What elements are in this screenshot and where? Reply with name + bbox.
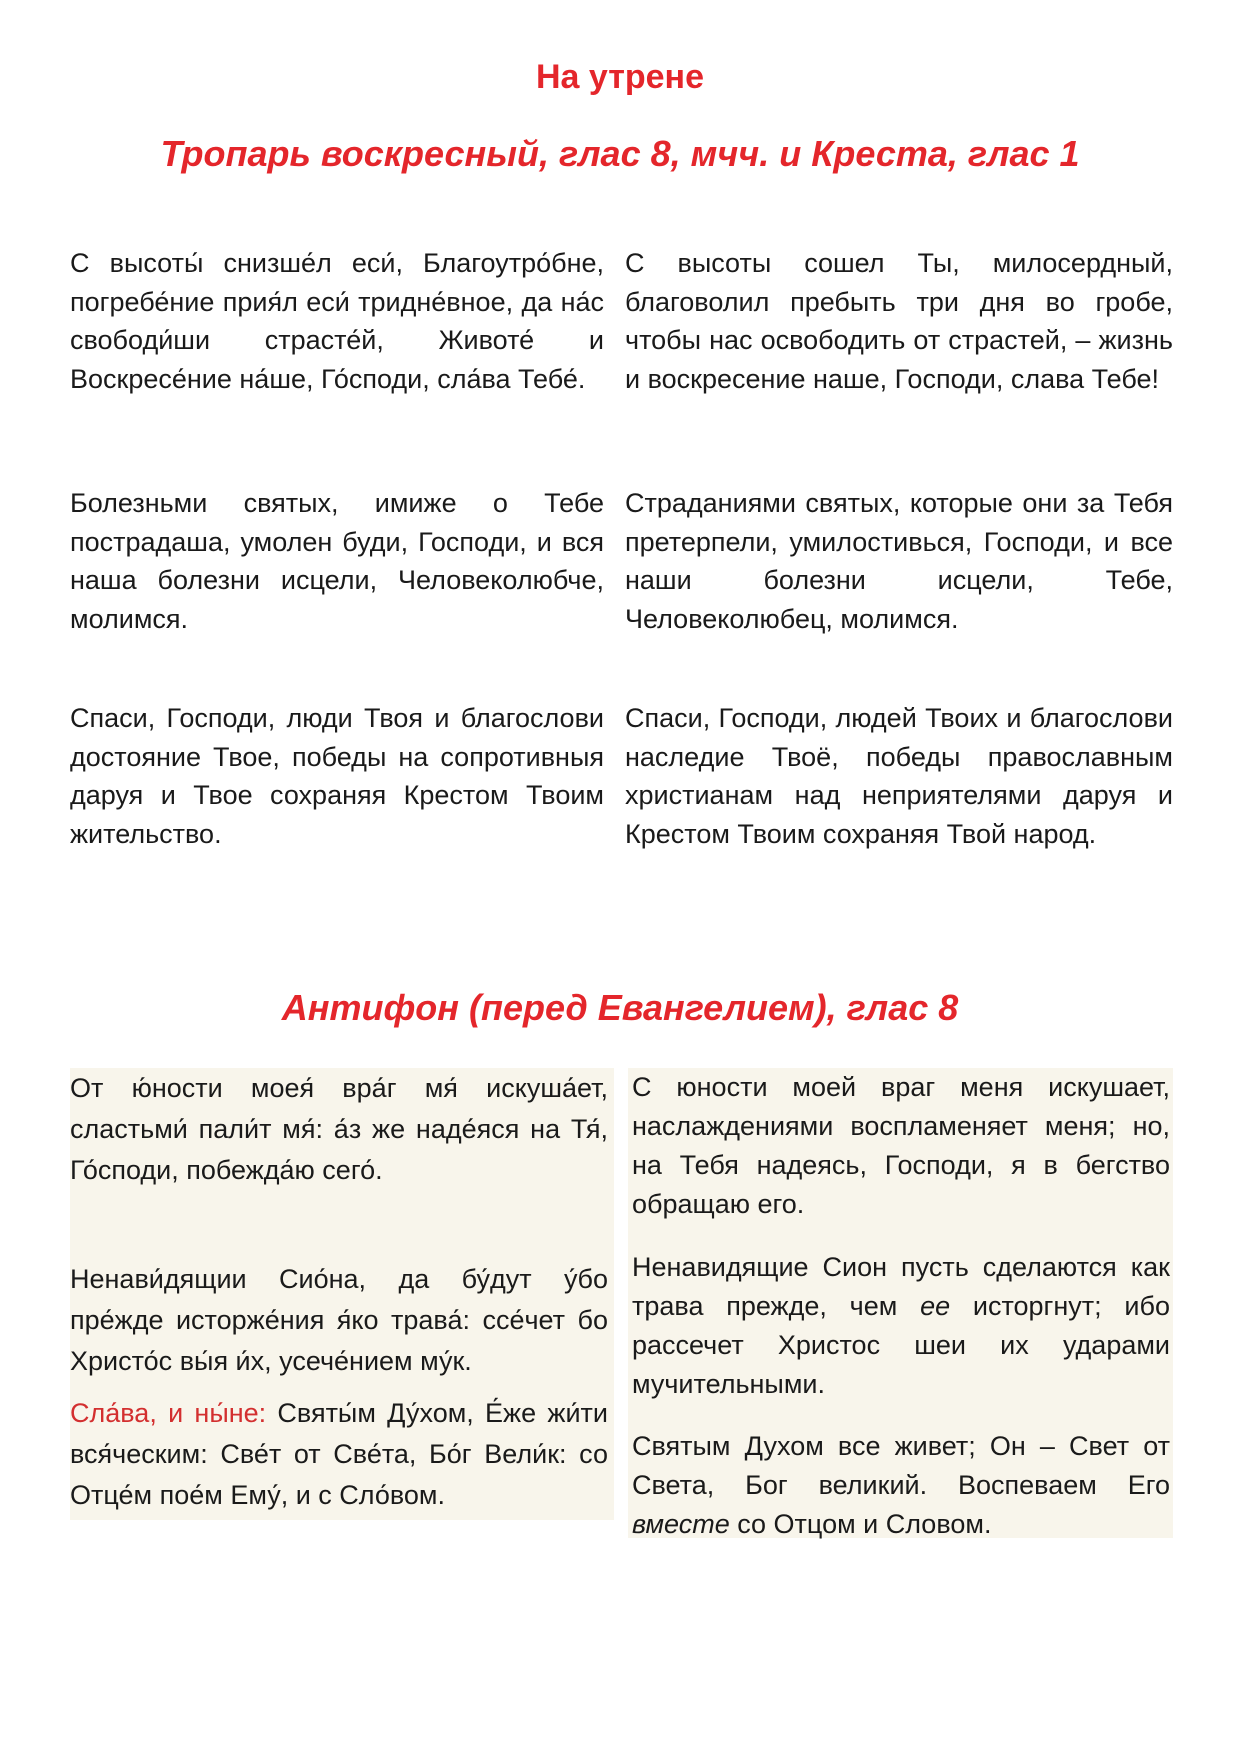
antiphon-slavonic-2: Ненави́дящии Сио́на, да бу́дут у́бо пре́жде исторже́ния я́ко трава́: ссе́чет бо Христо́с вы́я и́х, усече́нием му́к. <box>70 1264 608 1376</box>
antiphon-russian-2 <box>632 1248 1170 1404</box>
antiphon-russian-2-text-b: исторгнут; ибо рассечет Христос шеи их ударами мучительными. <box>632 1291 1170 1399</box>
troparion-russian-3: Спаси, Господи, людей Твоих и благослови наследие Твоё, победы православным христианам над неприятелями даруя и Крестом Твоим сохраняя Твой народ. <box>625 703 1173 849</box>
glory-label: Сла́ва, и ны́не: <box>70 1398 267 1428</box>
antiphon-russian-3-italic: вместе <box>632 1509 730 1539</box>
antiphon-russian-2-italic: ее <box>920 1291 951 1321</box>
antiphon-slavonic-1: От ю́ности моея́ вра́г мя́ искуша́ет, сластьми́ пали́т мя́: а́з же наде́яся на Тя́, Го́споди, побежда́ю сего́. <box>70 1073 608 1185</box>
section-heading-antiphon: Антифон (перед Евангелием), глас 8 <box>281 987 959 1028</box>
section-heading-matins: На утрене <box>535 58 704 96</box>
troparion-slavonic-3: Спаси, Господи, люди Твоя и благослови достояние Твое, победы на сопротивныя даруя и Твое сохраняя Крестом Твоим жительство. <box>70 703 604 849</box>
antiphon-russian-3-text-b: со Отцом и Словом. <box>729 1509 992 1539</box>
antiphon-slavonic-glory <box>70 1393 608 1516</box>
antiphon-russian-3 <box>632 1427 1170 1544</box>
antiphon-russian-3-text-a: Святым Духом все живет; Он – Свет от Света, Бог великий. Воспеваем Его <box>632 1431 1170 1500</box>
troparion-slavonic-1: С высоты́ снизше́л еси́, Благоутро́бне, погребе́ние прия́л еси́ тридне́вное, да на́с свободи́ши страсте́й, Животе́ и Воскресе́ние на́ше, Го́споди, сла́ва Тебе́. <box>70 248 604 394</box>
troparion-slavonic-2: Болезньми святых, имиже о Тебе пострадаша, умолен буди, Господи, и вся наша болезни исцели, Человеколюбче, молимся. <box>70 488 604 634</box>
troparion-russian-1: С высоты сошел Ты, милосердный, благоволил пребыть три дня во гробе, чтобы нас освободить от страстей, – жизнь и воскресение наше, Господи, слава Тебе! <box>625 248 1173 394</box>
antiphon-russian-2-text-a: Ненавидящие Сион пусть сделаются как трава прежде, чем <box>632 1252 1170 1321</box>
glory-text: Святы́м Ду́хом, Е́же жи́ти вся́ческим: Све́т от Све́та, Бо́г Вели́к: со Отце́м пое́м Ему́, и с Сло́вом. <box>70 1398 608 1510</box>
antiphon-russian-1: С юности моей враг меня искушает, наслаждениями воспламеняет меня; но, на Тебя надеясь, Господи, я в бегство обращаю его. <box>632 1072 1170 1219</box>
troparion-russian-2: Страданиями святых, которые они за Тебя претерпели, умилостивься, Господи, и все наши болезни исцели, Тебе, Человеколюбец, молимся. <box>625 488 1173 634</box>
section-heading-troparion: Тропарь воскресный, глас 8, мчч. и Креста, глас 1 <box>160 133 1080 174</box>
